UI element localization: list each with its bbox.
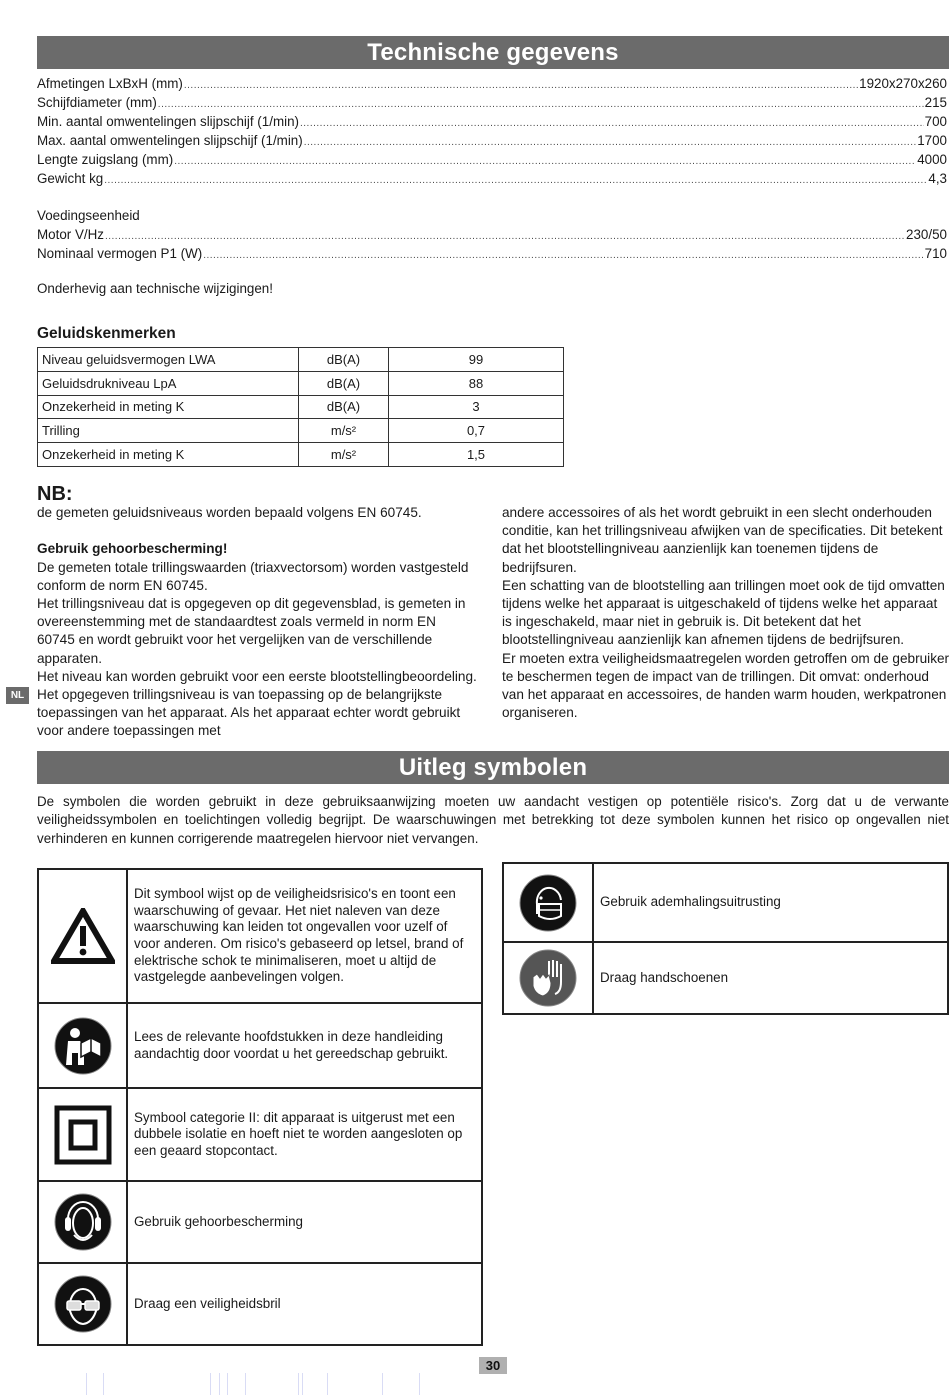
dot-leader [174, 152, 916, 171]
language-tab: NL [6, 687, 29, 704]
scan-artifact [103, 1373, 104, 1395]
power-supply-heading: Voedingseenheid [37, 208, 140, 223]
spec-row [37, 169, 947, 188]
dot-leader [105, 227, 905, 246]
spec-label: Motor V/Hz [37, 227, 104, 242]
noise-heading: Geluidskenmerken [37, 325, 176, 342]
spec-label: Lengte zuigslang (mm) [37, 152, 174, 167]
spec-row [37, 74, 947, 93]
noise-value: 3 [389, 395, 564, 419]
safety-glasses-icon [38, 1263, 127, 1345]
warning-triangle-icon [38, 869, 127, 1003]
spec-value: 710 [924, 246, 947, 261]
symbol-description: Gebruik ademhalingsuitrusting [593, 863, 948, 942]
nb-heading: NB: [37, 483, 73, 505]
symbol-description: Draag handschoenen [593, 942, 948, 1014]
spec-row [37, 112, 947, 131]
noise-unit: m/s² [299, 419, 389, 443]
nb-left-column [37, 504, 477, 741]
spec-value: 215 [924, 95, 947, 110]
scan-artifact [382, 1373, 383, 1395]
spec-row [37, 93, 947, 112]
scan-artifact [327, 1373, 328, 1395]
noise-label: Trilling [38, 419, 299, 443]
symbols-table-left [37, 868, 483, 1346]
symbol-row [38, 1003, 482, 1088]
paragraph: Het trillingsniveau dat is opgegeven op dit gegevensblad, is gemeten in overeenstemming met de standaardtest zoals vermeld in norm EN 60745 en wordt gebruikt voor het vergelijken van de verschillende apparaten. [37, 596, 466, 666]
spec-label: Afmetingen LxBxH (mm) [37, 76, 183, 91]
scan-artifact [302, 1373, 303, 1395]
paragraph: De gemeten totale trillingswaarden (triaxvectorsom) worden vastgesteld conform de norm EN 60745. [37, 559, 469, 593]
hearing-protection-warning: Gebruik gehoorbescherming! [37, 541, 228, 557]
spec-row [37, 244, 947, 263]
noise-label: Niveau geluidsvermogen LWA [38, 348, 299, 372]
symbol-row [38, 1263, 482, 1345]
symbol-row [38, 1181, 482, 1263]
spec-value: 700 [924, 114, 947, 129]
noise-unit: dB(A) [299, 371, 389, 395]
dot-leader [104, 171, 927, 190]
noise-label: Geluidsdrukniveau LpA [38, 371, 299, 395]
noise-value: 1,5 [389, 443, 564, 467]
spec-label: Max. aantal omwentelingen slijpschijf (1/min) [37, 133, 303, 148]
symbols-intro: De symbolen die worden gebruikt in deze gebruiksaanwijzing moeten uw aandacht vestigen op potentiële risico's. Zorg dat u de verwante veiligheidssymbolen en toelichtingen volledig begrijpt. De waarschuwingen met betrekking tot deze symbolen kunnen het risico op ongevallen niet verhinderen en kunnen corrigerende maatregelen hiervoor niet vervangen. [37, 794, 949, 846]
paragraph: andere accessoires of als het wordt gebruikt in een slecht onderhouden conditie, kan het trillingsniveau afwijken van de specificaties. Dit betekent dat het blootstellingniveau aanzienlijk kan toenemen tijdens de bedrijfsuren. [502, 505, 943, 575]
disclaimer-text: Onderhevig aan technische wijzigingen! [37, 281, 273, 296]
paragraph: Het niveau kan worden gebruikt voor een eerste blootstellingbeoordeling. Het opgegeven trillingsniveau is van toepassing op de belangrijkste toepassingen van het apparaat. Als het apparaat echter wordt gebruikt voor andere toepassingen met [37, 668, 477, 739]
symbol-description: Draag een veiligheidsbril [127, 1263, 482, 1345]
dot-leader [203, 246, 923, 265]
symbol-description: Dit symbool wijst op de veiligheidsrisico's en toont een waarschuwing of gevaar. Het niet naleven van deze waarschuwing kan leiden tot ongevallen voor uzelf of voor anderen. Om risico's gebaseerd op letsel, brand of elektrische schok te minimaliseren, moet u altijd de vastgelegde aanbevelingen volgen. [127, 869, 482, 1003]
scan-artifact [419, 1373, 420, 1395]
respirator-icon [503, 863, 593, 942]
spec-row [37, 131, 947, 150]
spec-label: Schijfdiameter (mm) [37, 95, 157, 110]
spec-row [37, 225, 947, 244]
power-spec-list [37, 225, 947, 263]
spec-label: Nominaal vermogen P1 (W) [37, 246, 203, 261]
section-title-symbols: Uitleg symbolen [37, 751, 949, 784]
symbol-row [503, 942, 948, 1014]
table-row [38, 419, 564, 443]
noise-value: 88 [389, 371, 564, 395]
noise-value: 0,7 [389, 419, 564, 443]
scan-artifact [210, 1373, 211, 1395]
paragraph: Een schatting van de blootstelling aan trillingen moet ook de tijd omvatten tijdens welke het apparaat is uitgeschakeld of tijdens welke het apparaat is ingeschakeld, maar niet in gebruik is. Dit betekent dat het blootstellingniveau aanzienlijk kan afnemen tijdens de bedrijfsuren. [502, 577, 945, 648]
scan-artifact [219, 1373, 220, 1395]
double-insulation-icon [38, 1088, 127, 1181]
spec-value: 4,3 [928, 171, 947, 186]
noise-unit: dB(A) [299, 348, 389, 372]
noise-label: Onzekerheid in meting K [38, 443, 299, 467]
page-number: 30 [479, 1357, 507, 1374]
paragraph: de gemeten geluidsniveaus worden bepaald volgens EN 60745. [37, 505, 422, 520]
ear-protection-icon [38, 1181, 127, 1263]
spec-row [37, 150, 947, 169]
spec-value: 230/50 [906, 227, 947, 242]
spec-list [37, 74, 947, 188]
noise-value: 99 [389, 348, 564, 372]
noise-unit: dB(A) [299, 395, 389, 419]
scan-artifact [227, 1373, 228, 1395]
nb-right-column [502, 504, 950, 722]
symbols-table-right [502, 862, 949, 1015]
scan-artifact [86, 1373, 87, 1395]
paragraph: Er moeten extra veiligheidsmaatregelen worden getroffen om de gebruiker te beschermen tegen de impact van de trillingen. Dit omvat: onderhoud van het apparaat en accessoires, de handen warm houden, werkpatronen organiseren. [502, 650, 950, 721]
spec-value: 1700 [917, 133, 947, 148]
noise-label: Onzekerheid in meting K [38, 395, 299, 419]
noise-unit: m/s² [299, 443, 389, 467]
spec-value: 1920x270x260 [859, 76, 947, 91]
table-row [38, 395, 564, 419]
gloves-icon [503, 942, 593, 1014]
table-row [38, 443, 564, 467]
symbol-row [38, 869, 482, 1003]
read-manual-icon [38, 1003, 127, 1088]
table-row [38, 348, 564, 372]
symbol-row [38, 1088, 482, 1181]
symbol-description: Gebruik gehoorbescherming [127, 1181, 482, 1263]
table-row [38, 371, 564, 395]
symbol-description: Symbool categorie II: dit apparaat is uitgerust met een dubbele isolatie en hoeft niet te worden aangesloten op een geaard stopcontact. [127, 1088, 482, 1181]
spec-value: 4000 [917, 152, 947, 167]
scan-artifact [298, 1373, 299, 1395]
spec-label: Min. aantal omwentelingen slijpschijf (1/min) [37, 114, 299, 129]
dot-leader [300, 114, 924, 133]
scan-artifact [245, 1373, 246, 1395]
spec-label: Gewicht kg [37, 171, 104, 186]
section-title-technical-data: Technische gegevens [37, 36, 949, 69]
dot-leader [184, 76, 858, 95]
dot-leader [304, 133, 917, 152]
symbol-description: Lees de relevante hoofdstukken in deze handleiding aandachtig door voordat u het gereedschap gebruikt. [127, 1003, 482, 1088]
symbol-row [503, 863, 948, 942]
noise-table [37, 347, 564, 467]
